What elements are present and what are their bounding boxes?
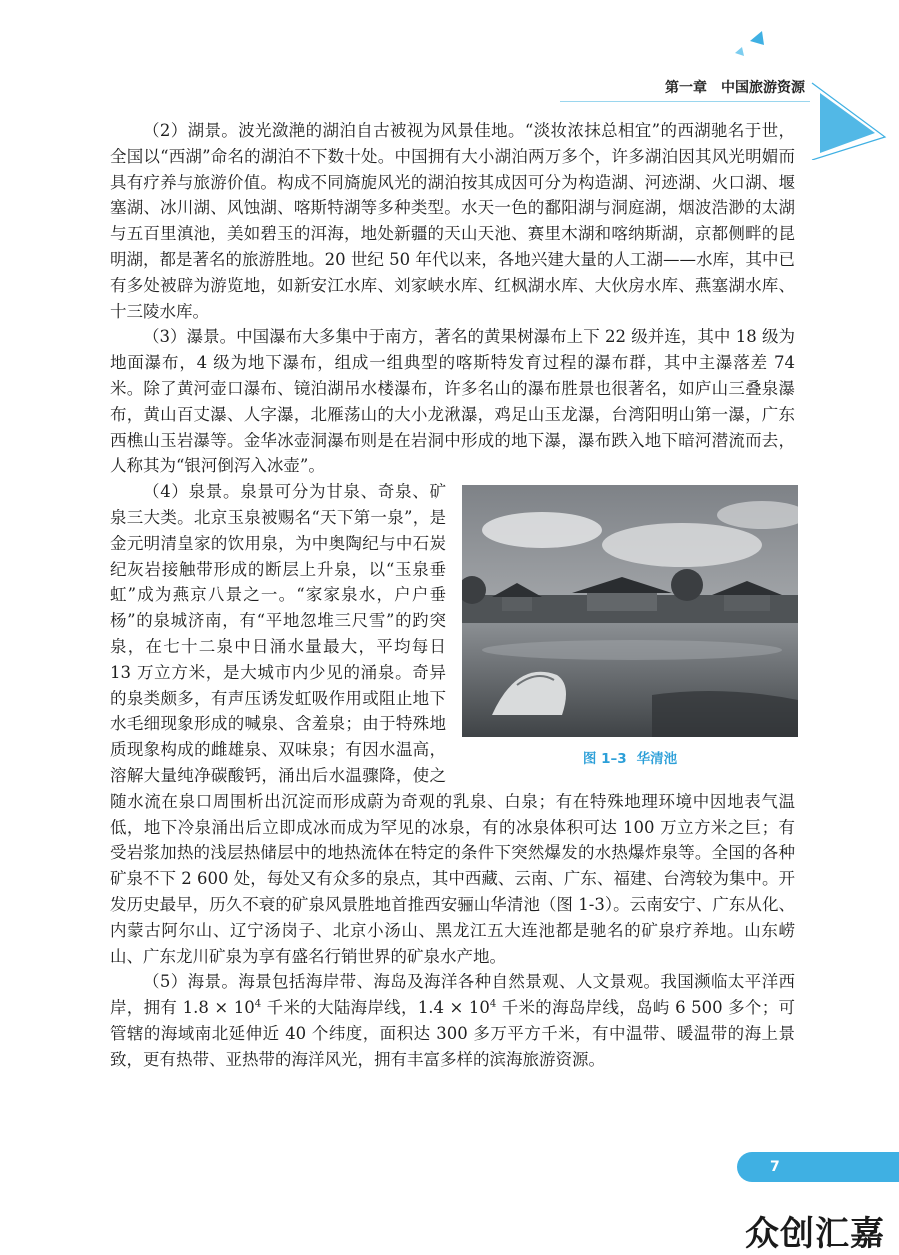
exponent-1: 4	[254, 998, 262, 1010]
sea-text-1: （5）海景。海景包括海岸带、海岛及海洋各种自然景观、人文景观。我国濒临太平洋西岸，拥有 1.8 × 10	[110, 972, 795, 1018]
watermark: 众创汇嘉	[745, 1214, 885, 1254]
page-number-tab	[737, 1152, 899, 1182]
main-text	[110, 118, 795, 1072]
paragraph-sea	[110, 969, 795, 1072]
figure-huaqing	[462, 485, 798, 773]
exponent-2: 4	[489, 998, 497, 1010]
sea-text-3: 千米的海岛岸线，岛屿 6 500 多个；可管辖的海域南北延伸近 40 个纬度，面积达 300 多万平方千米，有中温带、暖温带的海上景致，更有热带、亚热带的海洋风光，拥有丰富多样的滨海旅游资源。	[110, 998, 795, 1069]
paragraph-spring: （4）泉景。泉景可分为甘泉、奇泉、矿泉三大类。北京玉泉被赐名“天下第一泉”，是金元明清皇家的饮用泉，为中奥陶纪与中石炭纪灰岩接触带形成的断层上升泉，以“玉泉垂虹”成为燕京八景之一。“家家泉水，户户垂杨”的泉城济南，有“平地忽堆三尺雪”的趵突泉，在七十二泉中日涌水量最大，平均每日 13 万立方米，是大城市内少见的涌泉。奇异的泉类颇多，有声压诱发虹吸作用或阻止地下水毛细现象形成的喊泉、含羞泉；由于特殊地质现象构成的雌雄泉、双味泉；有因水温高，溶解大量纯净碳酸钙，涌出后水温骤降，使之随水流在泉口周围析出沉淀而形成蔚为奇观的乳泉、白泉；有在特殊地理环境中因地表气温低，地下冷泉涌出后立即成冰而成为罕见的冰泉，有的冰泉体积可达 100 万立方米之巨；有受岩浆加热的浅层热储层中的地热流体在特定的条件下突然爆发的水热爆炸泉等。全国的各种矿泉不下 2 600 处，每处又有众多的泉点，其中西藏、云南、广东、福建、台湾较为集中。开发历史最早，历久不衰的矿泉风景胜地首推西安骊山华清池（图 1-3）。云南安宁、广东从化、内蒙古阿尔山、辽宁汤岗子、北京小汤山、黑龙江五大连池都是驰名的矿泉疗养地。山东崂山、广东龙川矿泉为享有盛名行销世界的矿泉水产地。	[110, 482, 795, 966]
figure-title: 华清池	[636, 751, 678, 768]
paragraph-lake: （2）湖景。波光潋滟的湖泊自古被视为风景佳地。“淡妆浓抹总相宜”的西湖驰名于世，全国以“西湖”命名的湖泊不下数十处。中国拥有大小湖泊两万多个，许多湖泊因其风光明媚而具有疗养与旅游价值。构成不同旖旎风光的湖泊按其成因可分为构造湖、河迹湖、火口湖、堰塞湖、冰川湖、风蚀湖、喀斯特湖等多种类型。水天一色的鄱阳湖与洞庭湖，烟波浩渺的太湖与五百里滇池，美如碧玉的洱海，地处新疆的天山天池、赛里木湖和喀纳斯湖，京都侧畔的昆明湖，都是著名的旅游胜地。20 世纪 50 年代以来，各地兴建大量的人工湖——水库，其中已有多处被辟为游览地，如新安江水库、刘家峡水库、红枫湖水库、大伙房水库、燕塞湖水库、十三陵水库。	[110, 121, 795, 321]
header-divider	[560, 101, 810, 102]
running-header	[600, 77, 805, 97]
paragraph-waterfall: （3）瀑景。中国瀑布大多集中于南方，著名的黄果树瀑布上下 22 级并连，其中 18 级为地面瀑布，4 级为地下瀑布，组成一组典型的喀斯特发育过程的瀑布群，其中主瀑落差 74 米。除了黄河壶口瀑布、镜泊湖吊水楼瀑布，许多名山的瀑布胜景也很著名，如庐山三叠泉瀑布，黄山百丈瀑、人字瀑，北雁荡山的大小龙湫瀑，鸡足山玉龙瀑，台湾阳明山第一瀑，广东西樵山玉岩瀑等。金华冰壶洞瀑布则是在岩洞中形成的地下瀑，瀑布跌入地下暗河潜流而去，人称其为“银河倒泻入冰壶”。	[110, 327, 795, 476]
sea-text-2: 千米的大陆海岸线，1.4 × 10	[261, 998, 490, 1018]
page-number: 7	[770, 1159, 780, 1175]
chapter-number: 第一章	[665, 80, 707, 96]
figure-caption	[462, 747, 798, 773]
figure-label: 图 1–3	[582, 751, 627, 768]
chapter-title: 中国旅游资源	[721, 80, 805, 96]
huaqing-pool-photo	[462, 485, 798, 737]
